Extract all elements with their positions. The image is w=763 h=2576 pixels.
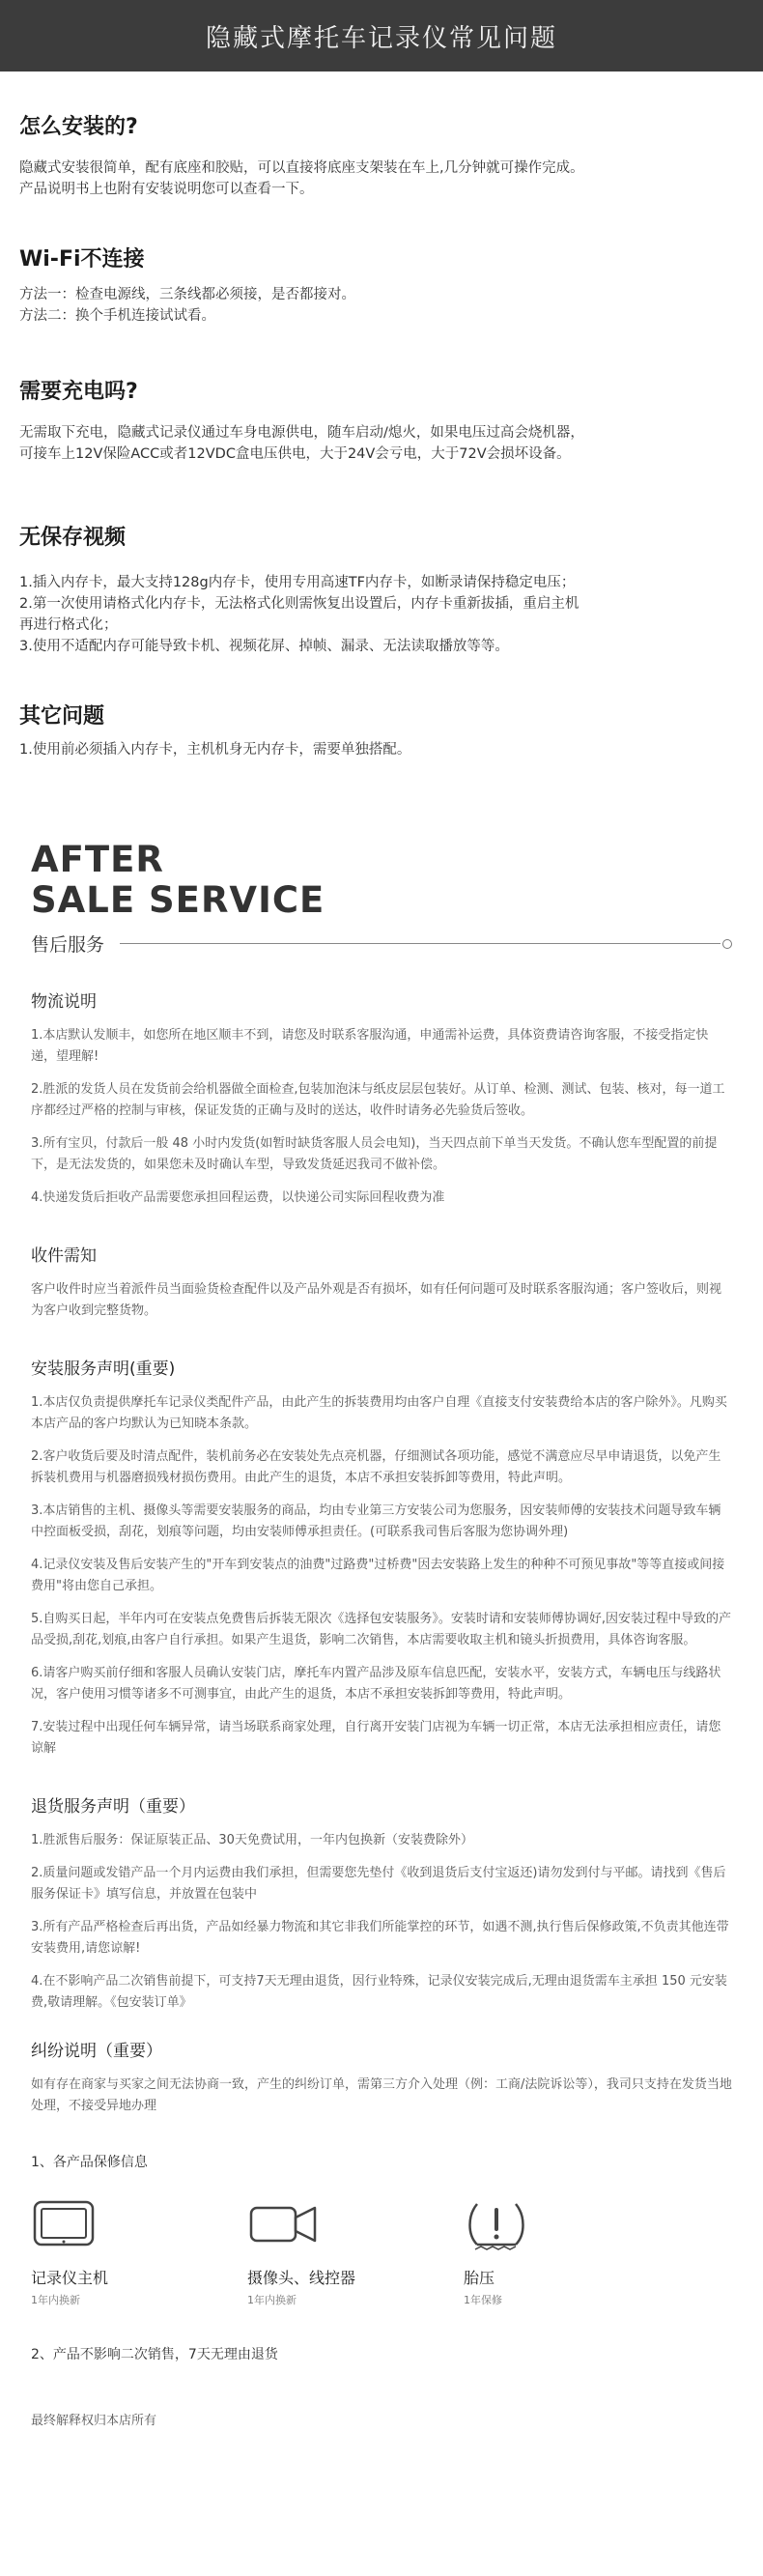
faq-no-save-title: 无保存视频: [19, 526, 127, 550]
after-sale-banner: [0, 760, 763, 957]
faq-charge-line: 可接车上12V保险ACC或者12VDC盒电压供电，大于24V会亏电，大于72V会损坏设备。: [19, 446, 571, 462]
install-service-para: 7.安装过程中出现任何车辆异常，请当场联系商家处理，自行离开安装门店视为车辆一切正常，本店无法承担相应责任，请您谅解: [31, 1720, 721, 1756]
return-service-para: 1.胜派售后服务：保证原装正品、30天免费试用，一年内包换新（安装费除外）: [31, 1833, 473, 1847]
camera-icon: [247, 2196, 464, 2254]
return-service-para: 2.质量问题或发错产品一个月内运费由我们承担，但需要您先垫付《收到退货后支付宝返还)请勿发到付与平邮。请找到《售后服务保证卡》填写信息，并放置在包装中: [31, 1866, 726, 1902]
dispute-title: 纠纷说明（重要）: [31, 2042, 162, 2061]
faq-wifi-line: 方法二：换个手机连接试试看。: [19, 308, 215, 324]
circle-dot-icon: [722, 939, 732, 949]
dispute-para: 如有存在商家与买家之间无法协商一致，产生的纠纷订单，需第三方介入处理（例：工商/法院诉讼等），我司只支持在发货当地处理，不接受异地办理: [31, 2077, 732, 2113]
logistics-title: 物流说明: [31, 992, 97, 1012]
after-sale-title-row: [31, 930, 732, 957]
install-service-title: 安装服务声明(重要): [31, 1360, 176, 1379]
logistics-para: 3.所有宝贝，付款后一般 48 小时内发货(如暂时缺货客服人员会电知)，当天四点前下单当天发货。不确认您车型配置的前提下，是无法发货的，如果您未及时确认车型，导致发货延迟我司不做补偿。: [31, 1136, 718, 1172]
return-service-para: 3.所有产品严格检查后再出货，产品如经暴力物流和其它非我们所能掌控的环节，如遇不测,执行售后保修政策,不负责其他连带安装费用,请您谅解!: [31, 1920, 729, 1956]
faq-install-line: 隐藏式安装很简单，配有底座和胶贴，可以直接将底座支架装在车上,几分钟就可操作完成。: [19, 160, 584, 176]
faq-no-save: [0, 465, 763, 657]
warranty-item-term: 1年保修: [464, 2294, 502, 2306]
warranty-item: [247, 2196, 464, 2307]
return-service-section: [0, 1771, 763, 2014]
final-note: 最终解释权归本店所有: [31, 2414, 157, 2428]
warranty-item-name: 胎压: [464, 2269, 495, 2287]
warranty-item-name: 记录仪主机: [31, 2269, 109, 2287]
logistics-para: 1.本店默认发顺丰，如您所在地区顺丰不到，请您及时联系客服沟通，申通需补运费，具体资费请咨询客服，不接受指定快递，望理解!: [31, 1028, 709, 1064]
logistics-para: 4.快递发货后拒收产品需要您承担回程运费，以快递公司实际回程收费为准: [31, 1190, 445, 1205]
faq-other: [0, 657, 763, 760]
warranty-item-term: 1年内换新: [247, 2294, 297, 2306]
receipt-para: 客户收件时应当着派件员当面验货检查配件以及产品外观是否有损坏，如有任何问题可及时联系客服沟通；客户签收后，则视为客户收到完整货物。: [31, 1282, 722, 1318]
return-policy-note: 2、产品不影响二次销售，7天无理由退货: [31, 2347, 278, 2362]
page-title: 隐藏式摩托车记录仪常见问题: [205, 23, 557, 53]
faq-install: [0, 72, 763, 200]
tire-pressure-icon: [464, 2196, 680, 2254]
faq-other-title: 其它问题: [19, 704, 105, 729]
logistics-para: 2.胜派的发货人员在发货前会给机器做全面检查,包装加泡沫与纸皮层层包装好。从订单、检测、测试、包装、核对，每一道工序都经过严格的控制与审核，保证发货的正确与及时的送达，收件时请务必先验货后签收。: [31, 1082, 725, 1118]
warranty-title: 1、各产品保修信息: [31, 2155, 148, 2170]
warranty-items: [31, 2196, 732, 2307]
page-header: [0, 0, 763, 72]
faq-wifi: [0, 200, 763, 327]
faq-other-line: 1.使用前必须插入内存卡，主机机身无内存卡，需要单独搭配。: [19, 742, 411, 758]
faq-no-save-line: 1.插入内存卡，最大支持128g内存卡，使用专用高速TF内存卡，如断录请保持稳定电压；: [19, 575, 576, 590]
after-sale-cn-title: 售后服务: [31, 934, 105, 956]
warranty-item-name: 摄像头、线控器: [247, 2269, 356, 2287]
faq-wifi-title: Wi-Fi不连接: [19, 247, 145, 272]
warranty-item: [464, 2196, 680, 2307]
install-service-section: [0, 1333, 763, 1760]
faq-no-save-line: 3.使用不适配内存可能导致卡机、视频花屏、掉帧、漏录、无法读取播放等等。: [19, 639, 509, 654]
return-service-title: 退货服务声明（重要）: [31, 1797, 195, 1817]
faq-install-title: 怎么安装的?: [19, 115, 138, 139]
install-service-para: 6.请客户购买前仔细和客服人员确认安装门店，摩托车内置产品涉及原车信息匹配，安装水平，安装方式，车辆电压与线路状况，客户使用习惯等诸多不可测事宜，由此产生的退货，本店不承担安装拆卸等费用，特此声明。: [31, 1666, 721, 1702]
logistics-section: [0, 957, 763, 1209]
faq-no-save-line: 再进行格式化；: [19, 617, 118, 633]
warranty-item-term: 1年内换新: [31, 2294, 80, 2306]
receipt-section: [0, 1220, 763, 1322]
faq-charge-line: 无需取下充电，隐藏式记录仪通过车身电源供电，随车启动/熄火，如果电压过高会烧机器，: [19, 425, 584, 441]
dispute-section: [0, 2025, 763, 2117]
faq-charge-title: 需要充电吗?: [19, 380, 138, 404]
faq-charge: [0, 327, 763, 465]
tablet-icon: [31, 2196, 247, 2254]
install-service-para: 5.自购买日起，半年内可在安装点免费售后拆装无限次《选择包安装服务》。安装时请和安装师傅协调好,因安装过程中导致的产品受损,刮花,划痕,由客户自行承担。如果产生退货，影响二次销售，本店需要收取主机和镜头折损费用，具体咨询客服。: [31, 1612, 732, 1647]
faq-install-line: 产品说明书上也附有安装说明您可以查看一下。: [19, 182, 314, 197]
install-service-para: 1.本店仅负责提供摩托车记录仪类配件产品，由此产生的拆装费用均由客户自理《直接支付安装费给本店的客户除外》。凡购买本店产品的客户均默认为已知晓本条款。: [31, 1395, 727, 1431]
return-service-para: 4.在不影响产品二次销售前提下，可支持7天无理由退货，因行业特殊，记录仪安装完成后,无理由退货需车主承担 150 元安装费,敬请理解。《包安装订单》: [31, 1974, 727, 2010]
receipt-title: 收件需知: [31, 1246, 97, 1266]
warranty-section: [0, 2129, 763, 2363]
faq-wifi-line: 方法一：检查电源线，三条线都必须接，是否都接对。: [19, 287, 355, 302]
divider-line: [120, 943, 721, 944]
install-service-para: 4.记录仪安装及售后安装产生的"开车到安装点的油费"过路费"过桥费"因去安装路上发生的种种不可预见事故"等等直接或间接费用"将由您自己承担。: [31, 1558, 725, 1593]
warranty-item: [31, 2196, 247, 2307]
after-sale-en-line2: SALE SERVICE: [31, 879, 325, 921]
after-sale-en-line1: AFTER: [31, 839, 164, 880]
install-service-para: 2.客户收货后要及时清点配件，装机前务必在安装处先点亮机器，仔细测试各项功能，感觉不满意应尽早申请退货，以免产生拆装机费用与机器磨损残材损伤费用。由此产生的退货，本店不承担安装拆卸等费用，特此声明。: [31, 1449, 721, 1485]
faq-no-save-line: 2.第一次使用请格式化内存卡，无法格式化则需恢复出设置后，内存卡重新拔插，重启主机: [19, 596, 579, 612]
install-service-para: 3.本店销售的主机、摄像头等需要安装服务的商品，均由专业第三方安装公司为您服务，因安装师傅的安装技术问题导致车辆中控面板受损，刮花，划痕等问题，均由安装师傅承担责任。(可联系我司售后客服为您协调外理): [31, 1503, 721, 1539]
